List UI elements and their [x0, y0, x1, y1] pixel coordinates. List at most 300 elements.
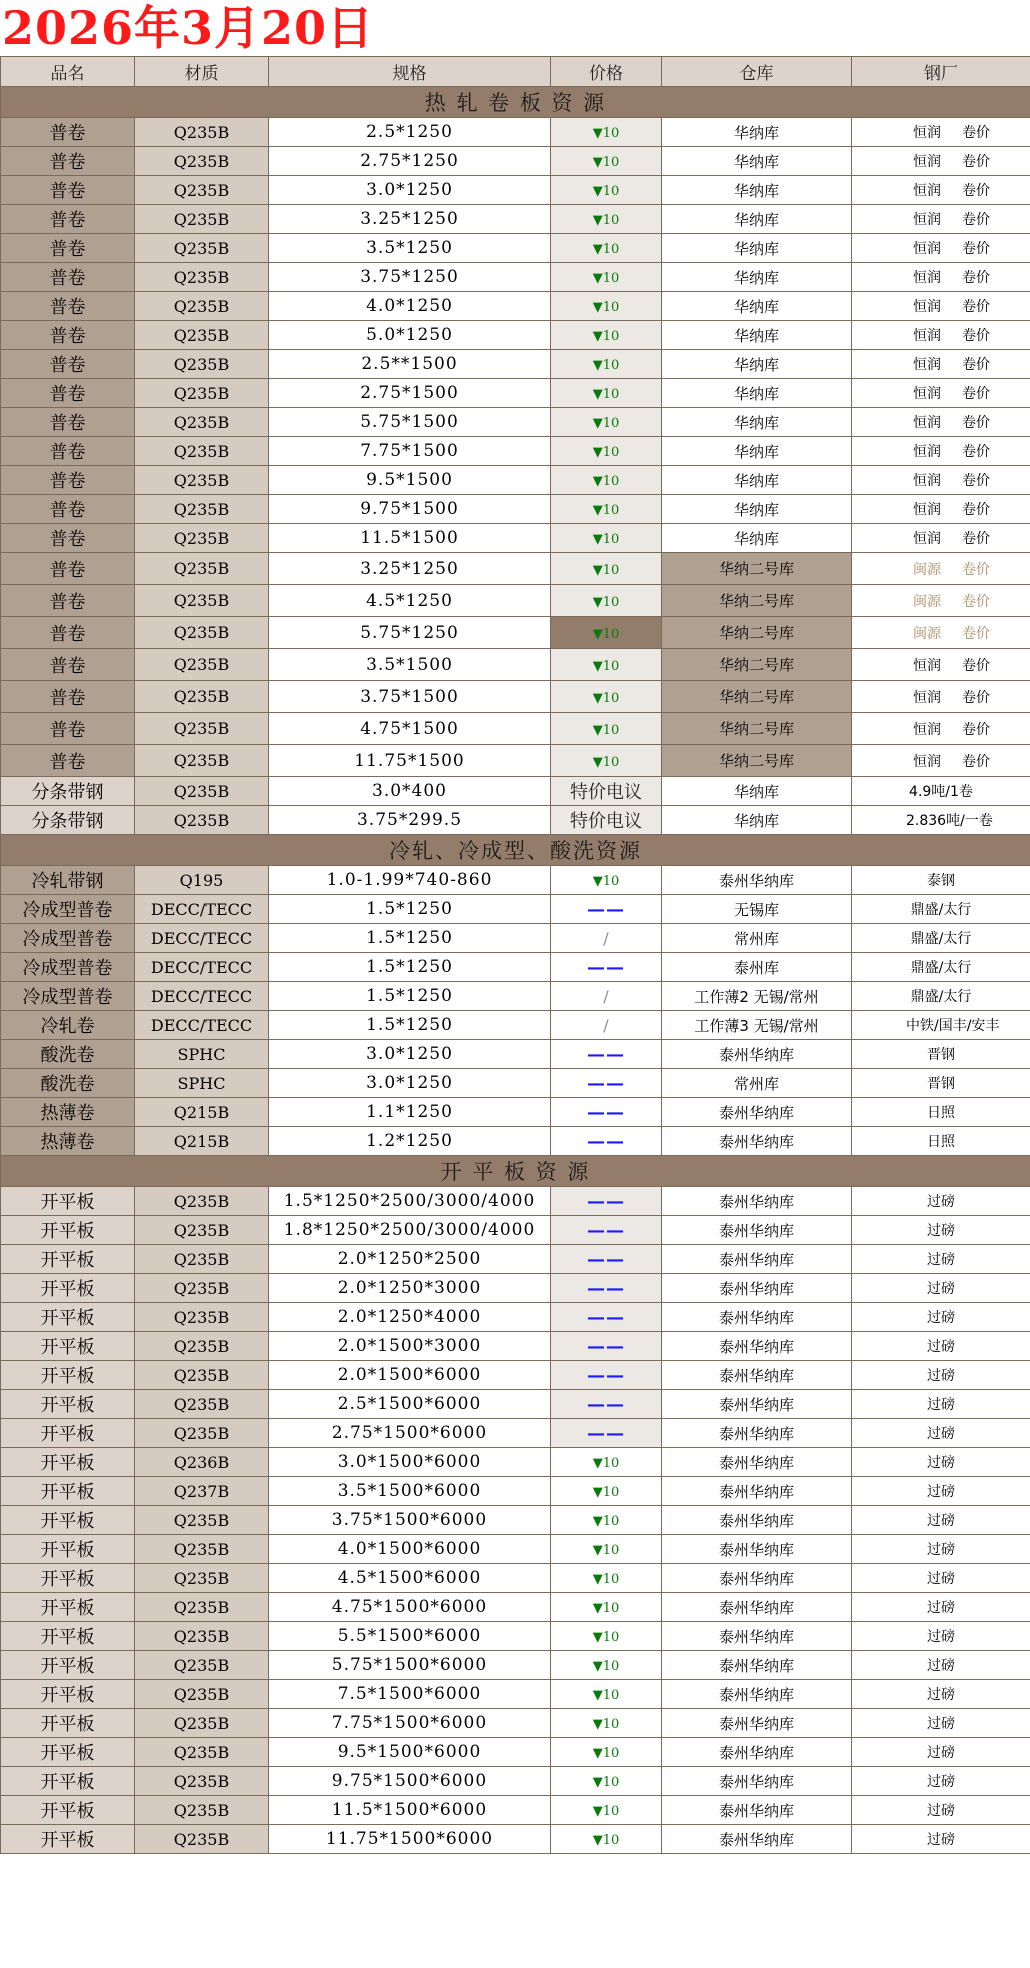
mill-cell [852, 1419, 1030, 1448]
product-name-cell: 开平板 [1, 1390, 135, 1419]
price-type-note: 卷价 [962, 386, 990, 402]
spec-cell: 1.5*1250 [269, 895, 551, 924]
material-cell: Q235B [135, 408, 269, 437]
table-row [1, 118, 1030, 147]
mill-name: 恒润 [913, 444, 941, 460]
price-value: —— [587, 1130, 625, 1152]
table-row [1, 866, 1030, 895]
price-value: ▼10 [592, 300, 620, 315]
table-row [1, 379, 1030, 408]
spec-cell: 3.0*1250 [269, 1069, 551, 1098]
price-type-note: 卷价 [962, 444, 990, 460]
price-value: —— [587, 1248, 625, 1270]
table-row [1, 1767, 1030, 1796]
warehouse-cell: 华纳二号库 [662, 553, 852, 585]
spec-cell: 5.75*1500*6000 [269, 1651, 551, 1680]
table-row [1, 350, 1030, 379]
price-type-note: 卷价 [962, 593, 990, 610]
spec-cell: 11.75*1500 [269, 745, 551, 777]
product-name-cell: 普卷 [1, 234, 135, 263]
mill-cell [852, 866, 1030, 895]
table-row [1, 234, 1030, 263]
product-name-cell: 普卷 [1, 147, 135, 176]
price-cell [551, 806, 662, 835]
spec-cell: 2.0*1250*2500 [269, 1245, 551, 1274]
mill-cell [852, 924, 1030, 953]
table-row [1, 1361, 1030, 1390]
price-value: —— [587, 1219, 625, 1241]
price-value: ▼10 [592, 594, 620, 610]
material-cell: Q235B [135, 350, 269, 379]
warehouse-cell: 泰州华纳库 [662, 1535, 852, 1564]
material-cell: Q235B [135, 1245, 269, 1274]
header-mill: 钢厂 [852, 57, 1030, 87]
material-cell: Q235B [135, 1390, 269, 1419]
price-cell [551, 1477, 662, 1506]
warehouse-cell: 泰州华纳库 [662, 1127, 852, 1156]
price-cell [551, 1622, 662, 1651]
price-cell [551, 1709, 662, 1738]
table-row [1, 1535, 1030, 1564]
price-type-note: 卷价 [962, 357, 990, 373]
spec-cell: 2.0*1500*6000 [269, 1361, 551, 1390]
material-cell: Q236B [135, 1448, 269, 1477]
price-type-note: 卷价 [962, 299, 990, 315]
mill-name: 恒润 [913, 328, 941, 344]
product-name-cell: 普卷 [1, 524, 135, 553]
mill-cell [852, 147, 1030, 176]
price-value: —— [587, 898, 625, 920]
material-cell: SPHC [135, 1040, 269, 1069]
price-cell [551, 205, 662, 234]
material-cell: Q235B [135, 585, 269, 617]
mill-cell [852, 1738, 1030, 1767]
spec-cell: 1.5*1250*2500/3000/4000 [269, 1187, 551, 1216]
warehouse-cell: 华纳库 [662, 379, 852, 408]
spec-cell: 3.75*1250 [269, 263, 551, 292]
mill-cell [852, 649, 1030, 681]
price-cell [551, 1274, 662, 1303]
price-cell [551, 1011, 662, 1040]
table-row [1, 617, 1030, 649]
warehouse-cell: 华纳二号库 [662, 585, 852, 617]
product-name-cell: 开平板 [1, 1187, 135, 1216]
material-cell: DECC/TECC [135, 953, 269, 982]
spec-cell: 11.5*1500 [269, 524, 551, 553]
spec-cell: 2.75*1500*6000 [269, 1419, 551, 1448]
warehouse-cell: 泰州华纳库 [662, 1738, 852, 1767]
mill-cell [852, 292, 1030, 321]
price-value: ▼10 [592, 1485, 620, 1500]
spec-cell: 3.5*1500*6000 [269, 1477, 551, 1506]
spec-cell: 1.2*1250 [269, 1127, 551, 1156]
spec-cell: 1.5*1250 [269, 924, 551, 953]
price-value: 特价电议 [570, 782, 642, 803]
spec-cell: 2.5*1250 [269, 118, 551, 147]
table-row [1, 1651, 1030, 1680]
price-value: ▼10 [592, 1543, 620, 1558]
product-name-cell: 热薄卷 [1, 1098, 135, 1127]
warehouse-cell: 泰州华纳库 [662, 866, 852, 895]
mill-name: 恒润 [913, 502, 941, 518]
section-title: 热 轧 卷 板 资 源 [1, 87, 1030, 118]
section-header-row [1, 1156, 1030, 1187]
mill-name: 过磅 [927, 1426, 955, 1442]
warehouse-cell: 华纳库 [662, 147, 852, 176]
mill-name: 过磅 [927, 1194, 955, 1210]
table-row [1, 408, 1030, 437]
price-cell [551, 1825, 662, 1854]
price-cell [551, 234, 662, 263]
mill-cell [852, 1825, 1030, 1854]
mill-cell [852, 1303, 1030, 1332]
warehouse-cell: 华纳库 [662, 495, 852, 524]
mill-cell [852, 1593, 1030, 1622]
mill-cell [852, 437, 1030, 466]
mill-name: 恒润 [913, 473, 941, 489]
mill-cell [852, 1390, 1030, 1419]
spec-cell: 1.5*1250 [269, 953, 551, 982]
price-cell [551, 524, 662, 553]
warehouse-cell: 泰州华纳库 [662, 1796, 852, 1825]
spec-cell: 3.25*1250 [269, 553, 551, 585]
table-row [1, 1825, 1030, 1854]
product-name-cell: 普卷 [1, 553, 135, 585]
mill-name: 恒润 [913, 386, 941, 402]
material-cell: Q235B [135, 745, 269, 777]
price-cell [551, 292, 662, 321]
price-value: ▼10 [592, 874, 620, 889]
mill-name: 鼎盛/太行 [910, 902, 972, 918]
price-value: ▼10 [592, 626, 620, 642]
mill-name: 闽源 [913, 625, 941, 642]
warehouse-cell: 华纳库 [662, 408, 852, 437]
table-row [1, 1216, 1030, 1245]
spec-cell: 2.75*1250 [269, 147, 551, 176]
product-name-cell: 开平板 [1, 1477, 135, 1506]
price-value: ▼10 [592, 474, 620, 489]
price-value: ▼10 [592, 1746, 620, 1761]
mill-cell [852, 1274, 1030, 1303]
warehouse-cell: 泰州华纳库 [662, 1216, 852, 1245]
material-cell: Q235B [135, 1274, 269, 1303]
header-spec: 规格 [269, 57, 551, 87]
price-cell [551, 1361, 662, 1390]
price-type-note: 卷价 [962, 125, 990, 141]
table-row [1, 1477, 1030, 1506]
table-row [1, 1390, 1030, 1419]
warehouse-cell: 泰州华纳库 [662, 1448, 852, 1477]
price-type-note: 卷价 [962, 502, 990, 518]
price-cell [551, 585, 662, 617]
warehouse-cell: 华纳库 [662, 350, 852, 379]
warehouse-cell: 华纳库 [662, 777, 852, 806]
material-cell: Q235B [135, 1680, 269, 1709]
mill-name: 鼎盛/太行 [910, 989, 972, 1005]
product-name-cell: 开平板 [1, 1825, 135, 1854]
spec-cell: 11.75*1500*6000 [269, 1825, 551, 1854]
warehouse-cell: 华纳库 [662, 292, 852, 321]
mill-name: 恒润 [913, 183, 941, 199]
warehouse-cell: 泰州华纳库 [662, 1506, 852, 1535]
price-value: / [603, 1015, 609, 1035]
spec-cell: 3.25*1250 [269, 205, 551, 234]
product-name-cell: 冷成型普卷 [1, 895, 135, 924]
price-value: ▼10 [592, 387, 620, 402]
mill-name: 过磅 [927, 1832, 955, 1848]
warehouse-cell: 华纳库 [662, 524, 852, 553]
price-cell [551, 350, 662, 379]
price-cell [551, 321, 662, 350]
warehouse-cell: 泰州华纳库 [662, 1245, 852, 1274]
spec-cell: 4.5*1250 [269, 585, 551, 617]
table-row [1, 176, 1030, 205]
price-value: ▼10 [592, 1688, 620, 1703]
spec-cell: 1.0-1.99*740-860 [269, 866, 551, 895]
warehouse-cell: 华纳库 [662, 263, 852, 292]
warehouse-cell: 泰州华纳库 [662, 1187, 852, 1216]
material-cell: Q235B [135, 1709, 269, 1738]
warehouse-cell: 泰州华纳库 [662, 1680, 852, 1709]
price-type-note: 卷价 [962, 270, 990, 286]
price-type-note: 卷价 [962, 328, 990, 344]
price-cell [551, 1651, 662, 1680]
resource-table [0, 56, 1030, 1854]
price-cell [551, 1419, 662, 1448]
warehouse-cell: 泰州华纳库 [662, 1040, 852, 1069]
header-material: 材质 [135, 57, 269, 87]
table-row [1, 495, 1030, 524]
mill-name: 晋钢 [927, 1076, 955, 1092]
product-name-cell: 冷成型普卷 [1, 924, 135, 953]
mill-name: 日照 [927, 1134, 955, 1150]
material-cell: Q235B [135, 1564, 269, 1593]
mill-cell [852, 1680, 1030, 1709]
material-cell: Q195 [135, 866, 269, 895]
price-value: —— [587, 1364, 625, 1386]
table-row [1, 553, 1030, 585]
price-cell [551, 1767, 662, 1796]
material-cell: Q235B [135, 1332, 269, 1361]
warehouse-cell: 泰州华纳库 [662, 1825, 852, 1854]
mill-name: 过磅 [927, 1368, 955, 1384]
material-cell: Q235B [135, 1767, 269, 1796]
material-cell: Q235B [135, 524, 269, 553]
price-value: ▼10 [592, 445, 620, 460]
material-cell: Q235B [135, 437, 269, 466]
price-cell [551, 1069, 662, 1098]
product-name-cell: 分条带钢 [1, 806, 135, 835]
table-row [1, 1419, 1030, 1448]
price-cell [551, 1506, 662, 1535]
product-name-cell: 普卷 [1, 118, 135, 147]
table-row [1, 982, 1030, 1011]
product-name-cell: 开平板 [1, 1593, 135, 1622]
price-type-note: 卷价 [962, 154, 990, 170]
mill-cell [852, 466, 1030, 495]
price-cell [551, 466, 662, 495]
material-cell: SPHC [135, 1069, 269, 1098]
table-row [1, 1245, 1030, 1274]
price-type-note: 卷价 [962, 415, 990, 431]
price-cell [551, 982, 662, 1011]
spec-cell: 1.5*1250 [269, 982, 551, 1011]
mill-cell [852, 118, 1030, 147]
product-name-cell: 开平板 [1, 1738, 135, 1767]
spec-cell: 5.0*1250 [269, 321, 551, 350]
mill-cell [852, 953, 1030, 982]
material-cell: Q235B [135, 1651, 269, 1680]
material-cell: Q215B [135, 1127, 269, 1156]
spec-cell: 3.0*1500*6000 [269, 1448, 551, 1477]
spec-cell: 1.5*1250 [269, 1011, 551, 1040]
price-value: ▼10 [592, 562, 620, 578]
spec-cell: 3.5*1500 [269, 649, 551, 681]
spec-cell: 2.5*1500*6000 [269, 1390, 551, 1419]
price-type-note: 卷价 [962, 531, 990, 547]
mill-name: 恒润 [913, 415, 941, 431]
mill-cell [852, 585, 1030, 617]
material-cell: Q235B [135, 1738, 269, 1767]
product-name-cell: 普卷 [1, 205, 135, 234]
warehouse-cell: 泰州华纳库 [662, 1651, 852, 1680]
warehouse-cell: 华纳二号库 [662, 649, 852, 681]
mill-name: 日照 [927, 1105, 955, 1121]
mill-cell [852, 982, 1030, 1011]
spec-cell: 3.0*1250 [269, 1040, 551, 1069]
warehouse-cell: 华纳二号库 [662, 745, 852, 777]
product-name-cell: 开平板 [1, 1506, 135, 1535]
price-value: ▼10 [592, 1572, 620, 1587]
table-row [1, 1069, 1030, 1098]
table-row [1, 777, 1030, 806]
price-value: ▼10 [592, 1630, 620, 1645]
header-warehouse: 仓库 [662, 57, 852, 87]
mill-cell [852, 745, 1030, 777]
header-name: 品名 [1, 57, 135, 87]
material-cell: Q235B [135, 234, 269, 263]
spec-cell: 2.0*1250*4000 [269, 1303, 551, 1332]
price-cell [551, 866, 662, 895]
spec-cell: 2.0*1500*3000 [269, 1332, 551, 1361]
price-cell [551, 1593, 662, 1622]
material-cell: Q235B [135, 176, 269, 205]
mill-cell [852, 1477, 1030, 1506]
price-cell [551, 1680, 662, 1709]
material-cell: Q235B [135, 379, 269, 408]
table-row [1, 1332, 1030, 1361]
table-row [1, 585, 1030, 617]
product-name-cell: 开平板 [1, 1274, 135, 1303]
product-name-cell: 普卷 [1, 713, 135, 745]
spec-cell: 2.75*1500 [269, 379, 551, 408]
mill-cell [852, 408, 1030, 437]
table-row [1, 895, 1030, 924]
mill-name: 恒润 [913, 270, 941, 286]
mill-name: 过磅 [927, 1629, 955, 1645]
price-value: ▼10 [592, 690, 620, 706]
mill-name: 恒润 [913, 212, 941, 228]
warehouse-cell: 泰州华纳库 [662, 1593, 852, 1622]
mill-cell [852, 205, 1030, 234]
table-row [1, 292, 1030, 321]
table-row [1, 924, 1030, 953]
product-name-cell: 开平板 [1, 1361, 135, 1390]
mill-cell [852, 1535, 1030, 1564]
product-name-cell: 普卷 [1, 292, 135, 321]
price-cell [551, 147, 662, 176]
material-cell: Q235B [135, 263, 269, 292]
material-cell: Q235B [135, 713, 269, 745]
table-row [1, 437, 1030, 466]
spec-cell: 3.75*1500 [269, 681, 551, 713]
product-name-cell: 冷轧卷 [1, 1011, 135, 1040]
page-title: 2026年3月20日 [2, 1, 375, 55]
price-type-note: 卷价 [962, 625, 990, 642]
price-cell [551, 777, 662, 806]
spec-cell: 7.75*1500 [269, 437, 551, 466]
mill-cell [852, 1098, 1030, 1127]
warehouse-cell: 泰州华纳库 [662, 1419, 852, 1448]
table-row [1, 1303, 1030, 1332]
price-cell [551, 1564, 662, 1593]
table-row [1, 524, 1030, 553]
product-name-cell: 普卷 [1, 745, 135, 777]
material-cell: Q235B [135, 649, 269, 681]
mill-name: 过磅 [927, 1803, 955, 1819]
product-name-cell: 普卷 [1, 321, 135, 350]
mill-cell [852, 806, 1030, 835]
section-title: 冷轧、冷成型、酸洗资源 [1, 835, 1030, 866]
mill-name: 过磅 [927, 1513, 955, 1529]
mill-name: 恒润 [913, 357, 941, 373]
price-value: —— [587, 1072, 625, 1094]
product-name-cell: 普卷 [1, 379, 135, 408]
product-name-cell: 开平板 [1, 1680, 135, 1709]
mill-cell [852, 617, 1030, 649]
warehouse-cell: 华纳库 [662, 234, 852, 263]
mill-cell [852, 1448, 1030, 1477]
mill-cell [852, 1040, 1030, 1069]
price-cell [551, 437, 662, 466]
spec-cell: 5.75*1250 [269, 617, 551, 649]
price-value: —— [587, 956, 625, 978]
price-type-note: 卷价 [962, 689, 990, 706]
price-cell [551, 617, 662, 649]
product-name-cell: 冷成型普卷 [1, 953, 135, 982]
price-cell [551, 895, 662, 924]
material-cell: Q235B [135, 681, 269, 713]
price-type-note: 卷价 [962, 212, 990, 228]
warehouse-cell: 华纳库 [662, 466, 852, 495]
price-cell [551, 553, 662, 585]
mill-name: 恒润 [913, 689, 941, 706]
mill-name: 恒润 [913, 241, 941, 257]
mill-cell [852, 1767, 1030, 1796]
spec-cell: 1.1*1250 [269, 1098, 551, 1127]
material-cell: Q235B [135, 495, 269, 524]
spec-cell: 9.75*1500 [269, 495, 551, 524]
warehouse-cell: 泰州华纳库 [662, 1361, 852, 1390]
product-name-cell: 普卷 [1, 495, 135, 524]
product-name-cell: 普卷 [1, 681, 135, 713]
mill-cell [852, 895, 1030, 924]
table-row [1, 1593, 1030, 1622]
material-cell: Q235B [135, 1593, 269, 1622]
product-name-cell: 普卷 [1, 466, 135, 495]
price-type-note: 卷价 [962, 473, 990, 489]
warehouse-cell: 泰州华纳库 [662, 1564, 852, 1593]
